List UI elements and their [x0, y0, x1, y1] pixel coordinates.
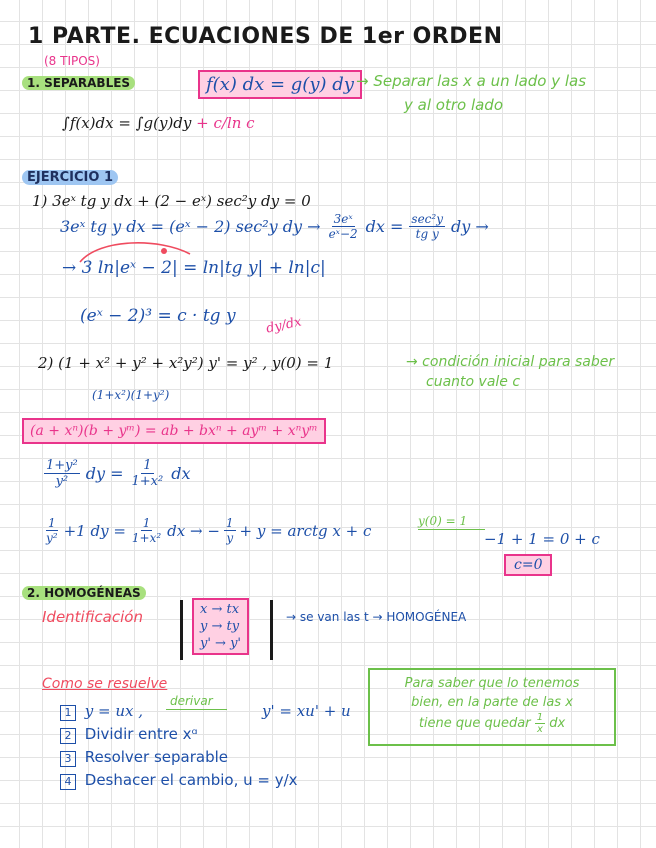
ex1-problem2-integrated — [44, 516, 371, 545]
ex1-frac-1-over-y2 — [44, 516, 60, 545]
ex1-frac-3ex — [327, 212, 360, 241]
ex1-problem2-statement: 2) (1 + x² + y² + x²y²) y' = y² , y(0) = 1 — [38, 354, 334, 372]
separable-integral — [62, 114, 255, 132]
ex1-problem1-statement: 1) 3eˣ tg y dx + (2 − eˣ) sec²y dy = 0 — [32, 192, 311, 210]
separable-form-box: f(x) dx = g(y) dy — [198, 70, 362, 99]
rule-y-prime: y' → y' — [200, 636, 241, 651]
product-identity-box: (a + xⁿ)(b + yᵐ) = ab + bxⁿ + ayᵐ + xⁿyᵐ — [22, 418, 326, 444]
rule-y: y → ty — [200, 619, 240, 634]
step-1-text: y = ux , — [84, 702, 144, 720]
step-4-text: Deshacer el cambio, u = y/x — [84, 771, 298, 789]
separable-integral-main: ∫f(x)dx = ∫g(y)dy — [62, 114, 192, 132]
section-separables-label: 1. SEPARABLES — [22, 76, 135, 90]
green-tip-frac — [535, 712, 545, 735]
ex1-problem2-separated — [44, 458, 191, 489]
initial-condition-arrow-label: y(0) = 1 — [418, 514, 485, 530]
green-tip-dx: dx — [549, 716, 566, 731]
step-3-text: Resolver separable — [84, 748, 228, 766]
ex1-arc-annotation — [70, 236, 200, 266]
green-tip-line3-text: tiene que quedar — [418, 716, 531, 731]
dy-dx-annotation: dy/dx — [264, 314, 303, 337]
ex1-frac-1-over-1-plus-x2 — [130, 458, 166, 489]
ex1-frac-3ex-num: 3eˣ — [333, 212, 353, 226]
ex1-problem1-solution: (eˣ − 2)³ = c · tg y — [80, 306, 236, 326]
ex1-frac-1-over-1-plus-x2-b-num: 1 — [142, 516, 151, 530]
separable-integral-constant: + c/ln c — [196, 114, 255, 132]
ex1-frac-1-over-1-plus-x2-b — [130, 516, 163, 545]
ex1-frac-sec2y — [409, 212, 445, 241]
identificacion-bracket-right — [270, 600, 273, 660]
step-2 — [60, 723, 298, 746]
como-se-resuelve-label: Como se resuelve — [42, 676, 168, 692]
step-2-text: Dividir entre xᵅ — [84, 725, 198, 743]
green-tip-frac-num: 1 — [536, 712, 544, 723]
ex1-frac-1-over-y2-num: 1 — [47, 516, 56, 530]
step-4-number: 4 — [60, 774, 76, 790]
ex1-p2-last-f: + y = arctg x + c — [239, 521, 372, 540]
ex1-p2-dx: dx — [171, 464, 191, 483]
ex1-step1-tail: dy → — [450, 217, 489, 236]
condicion-inicial-note-line1: → condición inicial para saber — [406, 354, 615, 370]
tipos-count: (8 TIPOS) — [44, 54, 100, 68]
ex1-p2-last-d: dx → − — [167, 521, 220, 540]
ex1-frac-sec2y-den: tg y — [415, 227, 439, 241]
ex1-problem1-step2: → 3 ln|eˣ − 2| = ln|tg y| + ln|c| — [62, 258, 326, 278]
ex1-frac-1-over-1-plus-x2-num: 1 — [143, 458, 152, 473]
ex1-frac-1-over-y — [224, 516, 236, 545]
identificacion-bracket-left — [180, 600, 183, 660]
ex1-frac-1-over-1-plus-x2-den: 1+x² — [131, 474, 164, 489]
homogeneous-note: → se van las t → HOMOGÉNEA — [286, 610, 467, 624]
ex1-frac-1-plus-y2-den: y² — [55, 474, 69, 489]
condicion-inicial-note-line2: cuanto vale c — [426, 374, 521, 390]
c-equals-zero-box: c=0 — [504, 554, 552, 576]
step-2-number: 2 — [60, 728, 76, 744]
ex1-frac-1-over-1-plus-x2-b-den: 1+x² — [131, 531, 162, 545]
green-tip-line3 — [370, 712, 614, 735]
section-homogeneas-label: 2. HOMOGÉNEAS — [22, 586, 146, 600]
green-tip-frac-den: x — [536, 724, 543, 735]
separable-note-line2: y al otro lado — [404, 96, 504, 114]
ex1-frac-1-plus-y2-num: 1+y² — [46, 458, 78, 473]
green-tip-line2: bien, en la parte de las x — [411, 695, 573, 710]
ex1-factored-form: (1+x²)(1+y²) — [92, 388, 170, 402]
ex1-frac-3ex-den: eˣ−2 — [328, 227, 358, 241]
homogeneous-substitution-rules — [192, 598, 249, 655]
separable-note-line1: → Separar las x a un lado y las — [356, 72, 587, 90]
ex1-frac-1-plus-y2 — [44, 458, 80, 489]
green-tip-box — [368, 668, 616, 746]
exercise-1-label: EJERCICIO 1 — [22, 170, 118, 185]
ex1-constant-evaluation: −1 + 1 = 0 + c — [484, 530, 600, 548]
ex1-frac-1-over-y2-den: y² — [46, 531, 58, 545]
ex1-frac-1-over-y-den: y — [226, 531, 234, 545]
identificacion-label: Identificación — [42, 608, 143, 626]
ex1-step1-lhs: 3eˣ tg y dx = (eˣ − 2) sec²y dy → — [60, 217, 321, 236]
step-4 — [60, 769, 298, 792]
derivar-label: derivar — [166, 694, 227, 710]
step-3-number: 3 — [60, 751, 76, 767]
step-1-number: 1 — [60, 705, 76, 721]
page-title: 1 PARTE. ECUACIONES DE 1er ORDEN — [28, 24, 503, 49]
ex1-p2-dy-eq: dy = — [85, 464, 124, 483]
ex1-p2-last-b: +1 dy = — [63, 521, 126, 540]
rule-x: x → tx — [200, 602, 240, 617]
green-tip-line1: Para saber que lo tenemos — [404, 676, 580, 691]
ex1-step1-mid: dx = — [365, 217, 404, 236]
ex1-frac-sec2y-num: sec²y — [411, 212, 443, 226]
step-3 — [60, 746, 298, 769]
derived-equation: y' = xu' + u — [262, 702, 351, 720]
ex1-frac-1-over-y-num: 1 — [225, 516, 234, 530]
